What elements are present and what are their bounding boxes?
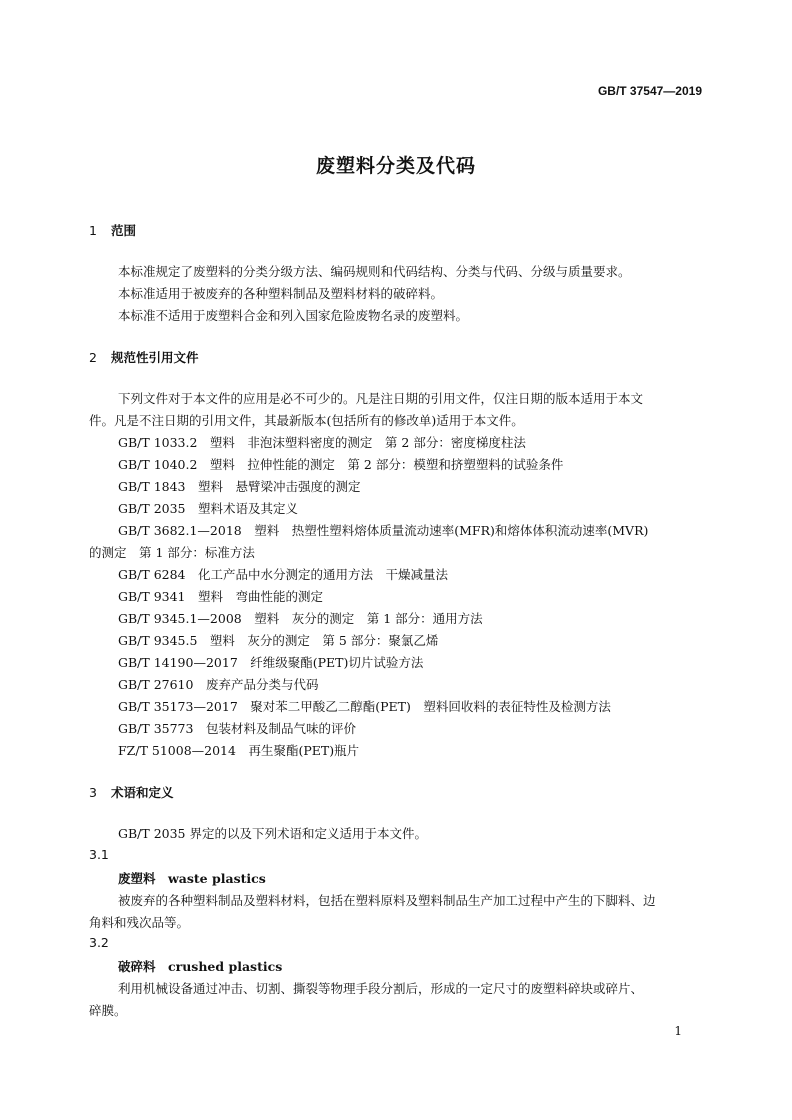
- reference-item-continuation: 的测定 第 1 部分：标准方法: [89, 545, 255, 560]
- paragraph: 本标准规定了废塑料的分类分级方法、编码规则和代码结构、分类与代码、分级与质量要求。: [118, 264, 631, 279]
- section-number: 1: [89, 223, 97, 238]
- reference-item: GB/T 6284 化工产品中水分测定的通用方法 干燥减量法: [118, 567, 449, 582]
- paragraph: GB/T 2035 界定的以及下列术语和定义适用于本文件。: [118, 826, 427, 841]
- reference-item: GB/T 1040.2 塑料 拉伸性能的测定 第 2 部分：模塑和挤塑塑料的试验条件: [118, 457, 564, 472]
- paragraph: 本标准不适用于废塑料合金和列入国家危险废物名录的废塑料。: [118, 308, 469, 323]
- reference-item: GB/T 2035 塑料术语及其定义: [118, 501, 299, 516]
- paragraph: 下列文件对于本文件的应用是必不可少的。凡是注日期的引用文件，仅注日期的版本适用于本文: [118, 391, 644, 406]
- paragraph: 本标准适用于被废弃的各种塑料制品及塑料材料的破碎料。: [118, 286, 444, 301]
- reference-item: GB/T 1843 塑料 悬臂梁冲击强度的测定: [118, 479, 361, 494]
- term-heading: 破碎料 crushed plastics: [118, 959, 283, 974]
- reference-item: GB/T 35773 包装材料及制品气味的评价: [118, 721, 356, 736]
- section-heading-normative-references: [89, 348, 199, 366]
- term-definition: 角料和残次品等。: [89, 915, 190, 930]
- section-title: 规范性引用文件: [111, 350, 199, 365]
- page-number: 1: [674, 1024, 682, 1038]
- term-heading: 废塑料 waste plastics: [118, 871, 266, 886]
- section-heading-terms-definitions: [89, 783, 174, 801]
- page-title: 废塑料分类及代码: [315, 155, 476, 177]
- paragraph: 件。凡是不注日期的引用文件，其最新版本(包括所有的修改单)适用于本文件。: [89, 413, 524, 428]
- section-number: 3: [89, 785, 97, 800]
- section-title: 术语和定义: [111, 785, 174, 800]
- term-number: 3.1: [89, 847, 109, 862]
- term-definition: 利用机械设备通过冲击、切割、撕裂等物理手段分割后，形成的一定尺寸的废塑料碎块或碎片、: [118, 981, 644, 996]
- reference-item: GB/T 9345.1—2008 塑料 灰分的测定 第 1 部分：通用方法: [118, 611, 483, 626]
- section-heading-scope: [89, 221, 136, 239]
- term-definition: 碎膜。: [89, 1003, 127, 1018]
- standard-number: GB/T 37547—2019: [597, 84, 702, 98]
- section-number: 2: [89, 350, 97, 365]
- reference-item: GB/T 9345.5 塑料 灰分的测定 第 5 部分：聚氯乙烯: [118, 633, 439, 648]
- term-definition: 被废弃的各种塑料制品及塑料材料，包括在塑料原料及塑料制品生产加工过程中产生的下脚料、边: [118, 893, 656, 908]
- term-number: 3.2: [89, 935, 109, 950]
- reference-item: GB/T 1033.2 塑料 非泡沫塑料密度的测定 第 2 部分：密度梯度柱法: [118, 435, 526, 450]
- section-title: 范围: [111, 223, 137, 238]
- reference-item: GB/T 3682.1—2018 塑料 热塑性塑料熔体质量流动速率(MFR)和熔体体积流动速率(MVR): [118, 523, 649, 538]
- reference-item: GB/T 14190—2017 纤维级聚酯(PET)切片试验方法: [118, 655, 424, 670]
- reference-item: GB/T 9341 塑料 弯曲性能的测定: [118, 589, 324, 604]
- reference-item: GB/T 27610 废弃产品分类与代码: [118, 677, 319, 692]
- reference-item: FZ/T 51008—2014 再生聚酯(PET)瓶片: [118, 743, 360, 758]
- reference-item: GB/T 35173—2017 聚对苯二甲酸乙二醇酯(PET) 塑料回收料的表征特性及检测方法: [118, 699, 611, 714]
